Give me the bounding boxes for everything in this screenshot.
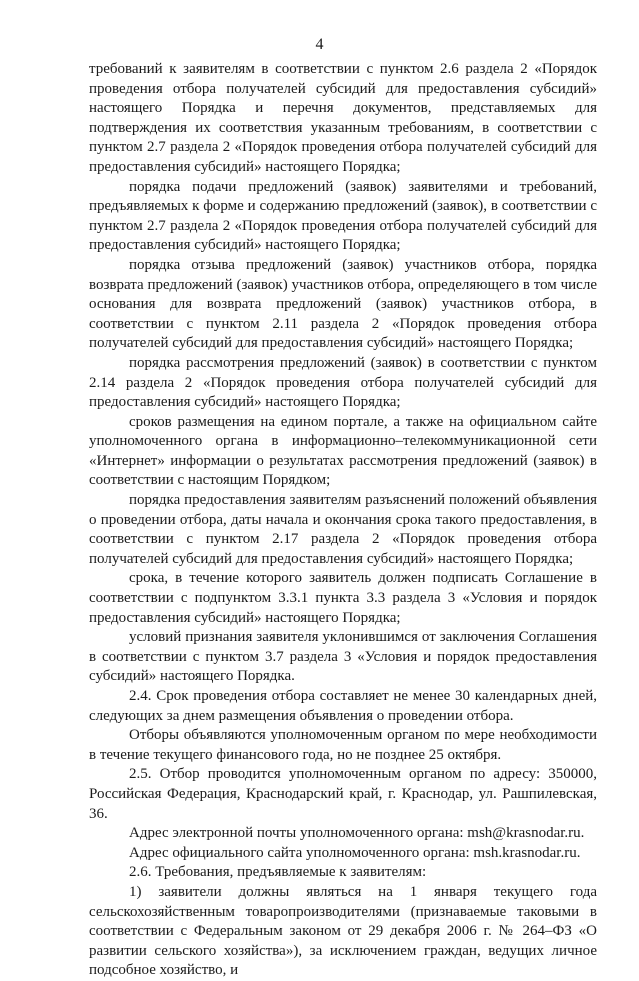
paragraph: условий признания заявителя уклонившимся от заключения Соглашения в соответствии с пунктом 3.7 раздела 3 «Условия и порядок предоставления субсидий» настоящего Порядка. xyxy=(89,629,597,685)
paragraph-website: Адрес официального сайта уполномоченного органа: msh.krasnodar.ru. xyxy=(129,844,581,861)
paragraph: Отборы объявляются уполномоченным органом по мере необходимости в течение текущего финансового года, но не позднее 25 октября. xyxy=(89,727,597,763)
page-number: 4 xyxy=(315,36,324,53)
paragraph-section-2-5: 2.5. Отбор проводится уполномоченным органом по адресу: 350000, Российская Федерация, Краснодарский край, г. Краснодар, ул. Рашпилевская, 36. xyxy=(89,766,597,822)
paragraph-section-2-6: 2.6. Требования, предъявляемые к заявителям: xyxy=(129,864,427,881)
paragraph-section-2-4: 2.4. Срок проведения отбора составляет не менее 30 календарных дней, следующих за днем размещения объявления о проведении отбора. xyxy=(89,688,597,724)
paragraph: порядка подачи предложений (заявок) заявителями и требований, предъявляемых к форме и содержанию предложений (заявок), в соответствии с пунктом 2.7 раздела 2 «Порядок проведения отбора получателей субсидий для предоставления субсидий» настоящего Порядка; xyxy=(89,178,597,254)
paragraph-email: Адрес электронной почты уполномоченного органа: msh@krasnodar.ru. xyxy=(129,825,585,842)
paragraph: сроков размещения на едином портале, а также на официальном сайте уполномоченного органа в информационно–телекоммуникационной сети «Интернет» информации о результатах рассмотрения предложений (заявок) в соответствии с настоящим Порядком; xyxy=(89,413,597,489)
document-body xyxy=(89,60,597,981)
paragraph: порядка отзыва предложений (заявок) участников отбора, порядка возврата предложений (заявок) участников отбора, определяющего в том числе основания для возврата предложений (заявок) участников отбора, в соответствии с пунктом 2.11 раздела 2 «Порядок проведения отбора получателей субсидий для предоставления субсидий» настоящего Порядка; xyxy=(89,256,597,352)
paragraph-list-item-1: 1) заявители должны являться на 1 января текущего года сельскохозяйственным товаропроизводителями (признаваемые таковыми в соответствии с Федеральным законом от 29 декабря 2006 г. № 264–ФЗ «О развитии сельского хозяйства»), за исключением граждан, ведущих личное подсобное хозяйство, и xyxy=(89,883,597,979)
paragraph-continuation: требований к заявителям в соответствии с пунктом 2.6 раздела 2 «Порядок проведения отбора получателей субсидий для предоставления субсидий» настоящего Порядка и перечня документов, представляемых для подтверждения их соответствия указанным требованиям, в соответствии с пунктом 2.7 раздела 2 «Порядок проведения отбора получателей субсидий для предоставления субсидий» настоящего Порядка; xyxy=(89,61,597,175)
paragraph: срока, в течение которого заявитель должен подписать Соглашение в соответствии с подпунктом 3.3.1 пункта 3.3 раздела 3 «Условия и порядок предоставления субсидий» настоящего Порядка; xyxy=(89,570,597,626)
paragraph: порядка рассмотрения предложений (заявок) в соответствии с пунктом 2.14 раздела 2 «Порядок проведения отбора получателей субсидий для предоставления субсидий» настоящего Порядка; xyxy=(89,354,597,411)
paragraph: порядка предоставления заявителям разъяснений положений объявления о проведении отбора, даты начала и окончания срока такого предоставления, в соответствии с пунктом 2.17 раздела 2 «Порядок проведения отбора получателей субсидий для предоставления субсидий» настоящего Порядка; xyxy=(89,492,597,567)
